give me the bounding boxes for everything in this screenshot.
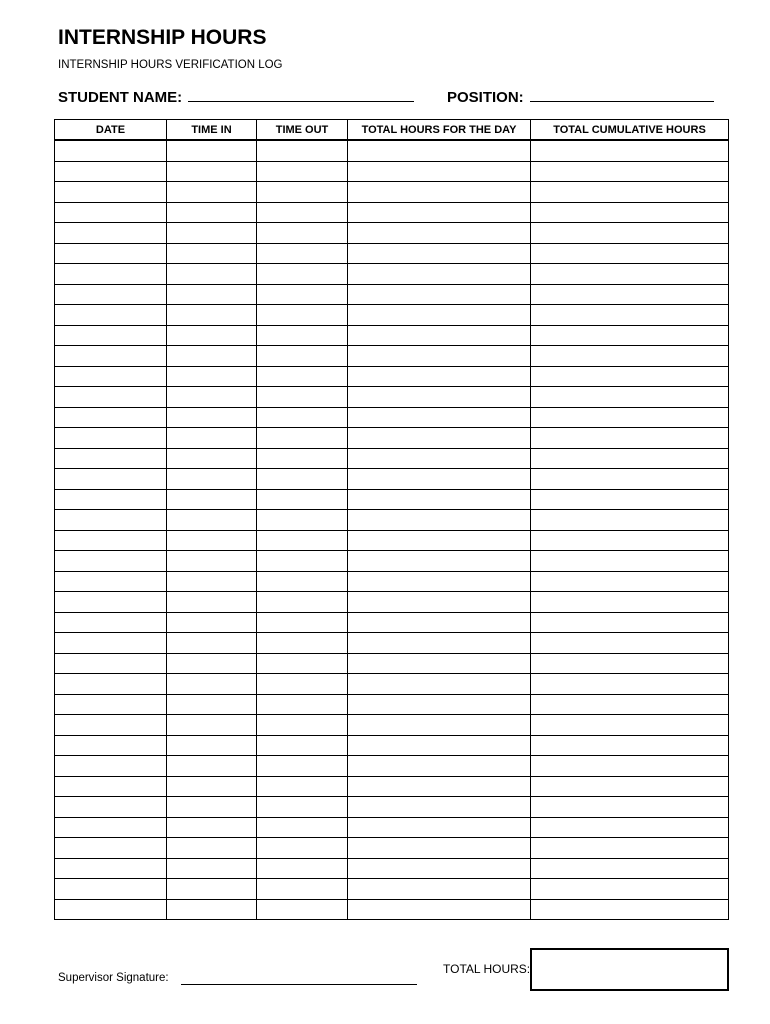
date-cell[interactable] [55,858,167,879]
time-out-cell[interactable] [257,530,348,551]
total-cumulative-hours-cell[interactable] [531,489,729,510]
time-in-cell[interactable] [167,448,257,469]
position-input-line[interactable] [530,87,714,102]
table-row [55,407,729,428]
total-cumulative-hours-cell[interactable] [531,592,729,613]
time-out-cell[interactable] [257,694,348,715]
date-cell[interactable] [55,612,167,633]
table-row [55,756,729,777]
date-cell[interactable] [55,694,167,715]
hours-log-table [54,119,729,920]
time-out-cell[interactable] [257,325,348,346]
student-name-field [58,87,414,106]
time-out-cell[interactable] [257,202,348,223]
time-in-cell[interactable] [167,489,257,510]
total-hours-day-cell[interactable] [348,489,531,510]
date-cell[interactable] [55,387,167,408]
table-row [55,264,729,285]
total-cumulative-hours-cell[interactable] [531,510,729,531]
time-in-cell[interactable] [167,653,257,674]
time-out-cell[interactable] [257,633,348,654]
total-cumulative-hours-cell[interactable] [531,346,729,367]
time-out-cell[interactable] [257,899,348,920]
total-cumulative-hours-cell[interactable] [531,735,729,756]
time-out-cell[interactable] [257,243,348,264]
time-in-cell[interactable] [167,571,257,592]
time-in-cell[interactable] [167,284,257,305]
date-cell[interactable] [55,305,167,326]
total-cumulative-hours-cell[interactable] [531,264,729,285]
date-cell[interactable] [55,838,167,859]
date-cell[interactable] [55,776,167,797]
total-cumulative-hours-cell[interactable] [531,428,729,449]
time-out-cell[interactable] [257,428,348,449]
table-row [55,325,729,346]
date-cell[interactable] [55,264,167,285]
column-header-time-out: TIME OUT [257,120,348,141]
table-row [55,202,729,223]
total-cumulative-hours-cell[interactable] [531,879,729,900]
time-in-cell[interactable] [167,551,257,572]
table-row [55,735,729,756]
time-in-cell[interactable] [167,633,257,654]
time-in-cell[interactable] [167,776,257,797]
total-cumulative-hours-cell[interactable] [531,715,729,736]
column-header-total-cumulative-hours: TOTAL CUMULATIVE HOURS [531,120,729,141]
time-out-cell[interactable] [257,489,348,510]
time-out-cell[interactable] [257,407,348,428]
column-header-date: DATE [55,120,167,141]
total-hours-day-cell[interactable] [348,612,531,633]
student-name-label: STUDENT NAME: [58,89,183,106]
table-row [55,223,729,244]
time-in-cell[interactable] [167,407,257,428]
position-field [447,87,714,106]
time-in-cell[interactable] [167,264,257,285]
total-hours-day-cell[interactable] [348,387,531,408]
total-cumulative-hours-cell[interactable] [531,756,729,777]
total-hours-day-cell[interactable] [348,243,531,264]
date-cell[interactable] [55,407,167,428]
position-label: POSITION: [447,89,524,106]
total-hours-day-cell[interactable] [348,530,531,551]
date-cell[interactable] [55,243,167,264]
total-hours-day-cell[interactable] [348,305,531,326]
table-row [55,243,729,264]
total-hours-day-cell[interactable] [348,140,531,161]
total-hours-day-cell[interactable] [348,346,531,367]
date-cell[interactable] [55,489,167,510]
table-row [55,694,729,715]
table-row [55,469,729,490]
total-hours-day-cell[interactable] [348,797,531,818]
table-row [55,879,729,900]
total-hours-day-cell[interactable] [348,756,531,777]
time-in-cell[interactable] [167,140,257,161]
total-cumulative-hours-cell[interactable] [531,633,729,654]
page-subtitle: INTERNSHIP HOURS VERIFICATION LOG [58,59,283,71]
page-title: INTERNSHIP HOURS [58,26,267,49]
total-hours-box[interactable] [530,948,729,991]
time-out-cell[interactable] [257,571,348,592]
date-cell[interactable] [55,161,167,182]
date-cell[interactable] [55,797,167,818]
time-out-cell[interactable] [257,592,348,613]
table-row [55,571,729,592]
table-row [55,448,729,469]
time-out-cell[interactable] [257,653,348,674]
table-row [55,551,729,572]
time-out-cell[interactable] [257,284,348,305]
date-cell[interactable] [55,879,167,900]
time-in-cell[interactable] [167,366,257,387]
total-hours-day-cell[interactable] [348,715,531,736]
date-cell[interactable] [55,140,167,161]
total-cumulative-hours-cell[interactable] [531,284,729,305]
time-in-cell[interactable] [167,879,257,900]
total-hours-day-cell[interactable] [348,592,531,613]
column-header-time-in: TIME IN [167,120,257,141]
total-cumulative-hours-cell[interactable] [531,202,729,223]
time-in-cell[interactable] [167,387,257,408]
total-cumulative-hours-cell[interactable] [531,899,729,920]
total-hours-day-cell[interactable] [348,428,531,449]
table-row [55,510,729,531]
time-in-cell[interactable] [167,428,257,449]
time-out-cell[interactable] [257,223,348,244]
time-in-cell[interactable] [167,346,257,367]
total-hours-day-cell[interactable] [348,284,531,305]
total-cumulative-hours-cell[interactable] [531,653,729,674]
date-cell[interactable] [55,571,167,592]
date-cell[interactable] [55,202,167,223]
time-out-cell[interactable] [257,551,348,572]
date-cell[interactable] [55,633,167,654]
time-in-cell[interactable] [167,715,257,736]
time-in-cell[interactable] [167,202,257,223]
date-cell[interactable] [55,592,167,613]
time-in-cell[interactable] [167,182,257,203]
total-hours-day-cell[interactable] [348,264,531,285]
total-hours-day-cell[interactable] [348,633,531,654]
date-cell[interactable] [55,715,167,736]
total-hours-day-cell[interactable] [348,161,531,182]
date-cell[interactable] [55,284,167,305]
total-cumulative-hours-cell[interactable] [531,407,729,428]
time-out-cell[interactable] [257,797,348,818]
time-in-cell[interactable] [167,858,257,879]
date-cell[interactable] [55,653,167,674]
total-cumulative-hours-cell[interactable] [531,182,729,203]
total-cumulative-hours-cell[interactable] [531,325,729,346]
total-hours-day-cell[interactable] [348,202,531,223]
table-row [55,305,729,326]
time-out-cell[interactable] [257,879,348,900]
total-cumulative-hours-cell[interactable] [531,305,729,326]
total-cumulative-hours-cell[interactable] [531,838,729,859]
table-row [55,161,729,182]
date-cell[interactable] [55,674,167,695]
total-hours-day-cell[interactable] [348,407,531,428]
time-out-cell[interactable] [257,161,348,182]
total-cumulative-hours-cell[interactable] [531,571,729,592]
time-out-cell[interactable] [257,612,348,633]
time-out-cell[interactable] [257,715,348,736]
table-row [55,366,729,387]
time-out-cell[interactable] [257,838,348,859]
total-hours-day-cell[interactable] [348,182,531,203]
time-out-cell[interactable] [257,735,348,756]
table-row [55,346,729,367]
total-cumulative-hours-cell[interactable] [531,551,729,572]
date-cell[interactable] [55,182,167,203]
time-in-cell[interactable] [167,161,257,182]
total-cumulative-hours-cell[interactable] [531,797,729,818]
time-out-cell[interactable] [257,817,348,838]
table-row [55,530,729,551]
total-cumulative-hours-cell[interactable] [531,161,729,182]
table-row [55,858,729,879]
total-hours-day-cell[interactable] [348,469,531,490]
total-cumulative-hours-cell[interactable] [531,776,729,797]
total-cumulative-hours-cell[interactable] [531,223,729,244]
time-in-cell[interactable] [167,756,257,777]
table-row [55,797,729,818]
table-body [55,140,729,920]
student-name-input-line[interactable] [188,87,414,102]
total-cumulative-hours-cell[interactable] [531,366,729,387]
table-row [55,715,729,736]
total-hours-day-cell[interactable] [348,879,531,900]
time-out-cell[interactable] [257,858,348,879]
table-row [55,612,729,633]
date-cell[interactable] [55,448,167,469]
total-hours-day-cell[interactable] [348,510,531,531]
time-out-cell[interactable] [257,387,348,408]
supervisor-signature-label: Supervisor Signature: [58,972,169,984]
time-out-cell[interactable] [257,448,348,469]
time-in-cell[interactable] [167,530,257,551]
time-out-cell[interactable] [257,346,348,367]
total-cumulative-hours-cell[interactable] [531,387,729,408]
total-hours-day-cell[interactable] [348,674,531,695]
total-hours-day-cell[interactable] [348,735,531,756]
time-in-cell[interactable] [167,325,257,346]
table-row [55,140,729,161]
supervisor-signature-line[interactable] [181,984,417,985]
date-cell[interactable] [55,325,167,346]
time-out-cell[interactable] [257,510,348,531]
date-cell[interactable] [55,366,167,387]
total-hours-day-cell[interactable] [348,448,531,469]
time-in-cell[interactable] [167,838,257,859]
time-in-cell[interactable] [167,592,257,613]
total-cumulative-hours-cell[interactable] [531,243,729,264]
total-cumulative-hours-cell[interactable] [531,694,729,715]
date-cell[interactable] [55,223,167,244]
time-in-cell[interactable] [167,735,257,756]
total-hours-day-cell[interactable] [348,776,531,797]
date-cell[interactable] [55,428,167,449]
total-hours-day-cell[interactable] [348,899,531,920]
table-row [55,776,729,797]
time-in-cell[interactable] [167,510,257,531]
table-row [55,838,729,859]
total-cumulative-hours-cell[interactable] [531,674,729,695]
table-row [55,633,729,654]
table-row [55,653,729,674]
date-cell[interactable] [55,551,167,572]
time-out-cell[interactable] [257,469,348,490]
total-cumulative-hours-cell[interactable] [531,817,729,838]
time-in-cell[interactable] [167,694,257,715]
table-row [55,592,729,613]
time-in-cell[interactable] [167,674,257,695]
total-hours-day-cell[interactable] [348,366,531,387]
total-cumulative-hours-cell[interactable] [531,448,729,469]
date-cell[interactable] [55,817,167,838]
total-cumulative-hours-cell[interactable] [531,612,729,633]
time-out-cell[interactable] [257,776,348,797]
table-row [55,817,729,838]
total-hours-day-cell[interactable] [348,858,531,879]
column-header-total-hours-day: TOTAL HOURS FOR THE DAY [348,120,531,141]
time-out-cell[interactable] [257,305,348,326]
time-out-cell[interactable] [257,182,348,203]
total-cumulative-hours-cell[interactable] [531,469,729,490]
time-in-cell[interactable] [167,305,257,326]
time-in-cell[interactable] [167,817,257,838]
time-in-cell[interactable] [167,797,257,818]
date-cell[interactable] [55,346,167,367]
date-cell[interactable] [55,469,167,490]
total-hours-day-cell[interactable] [348,551,531,572]
time-in-cell[interactable] [167,469,257,490]
date-cell[interactable] [55,530,167,551]
total-cumulative-hours-cell[interactable] [531,858,729,879]
table-row [55,899,729,920]
date-cell[interactable] [55,899,167,920]
date-cell[interactable] [55,735,167,756]
table-row [55,182,729,203]
time-out-cell[interactable] [257,756,348,777]
time-out-cell[interactable] [257,366,348,387]
total-cumulative-hours-cell[interactable] [531,530,729,551]
total-hours-day-cell[interactable] [348,817,531,838]
time-in-cell[interactable] [167,612,257,633]
total-cumulative-hours-cell[interactable] [531,140,729,161]
total-hours-day-cell[interactable] [348,694,531,715]
date-cell[interactable] [55,756,167,777]
time-out-cell[interactable] [257,140,348,161]
total-hours-label: TOTAL HOURS: [443,962,531,976]
time-in-cell[interactable] [167,899,257,920]
total-hours-day-cell[interactable] [348,325,531,346]
time-in-cell[interactable] [167,243,257,264]
table-row [55,489,729,510]
table-header-row [55,120,729,141]
total-hours-day-cell[interactable] [348,653,531,674]
table-row [55,674,729,695]
time-out-cell[interactable] [257,264,348,285]
time-out-cell[interactable] [257,674,348,695]
time-in-cell[interactable] [167,223,257,244]
table-row [55,387,729,408]
table-row [55,284,729,305]
total-hours-day-cell[interactable] [348,838,531,859]
date-cell[interactable] [55,510,167,531]
total-hours-day-cell[interactable] [348,223,531,244]
total-hours-day-cell[interactable] [348,571,531,592]
table-row [55,428,729,449]
